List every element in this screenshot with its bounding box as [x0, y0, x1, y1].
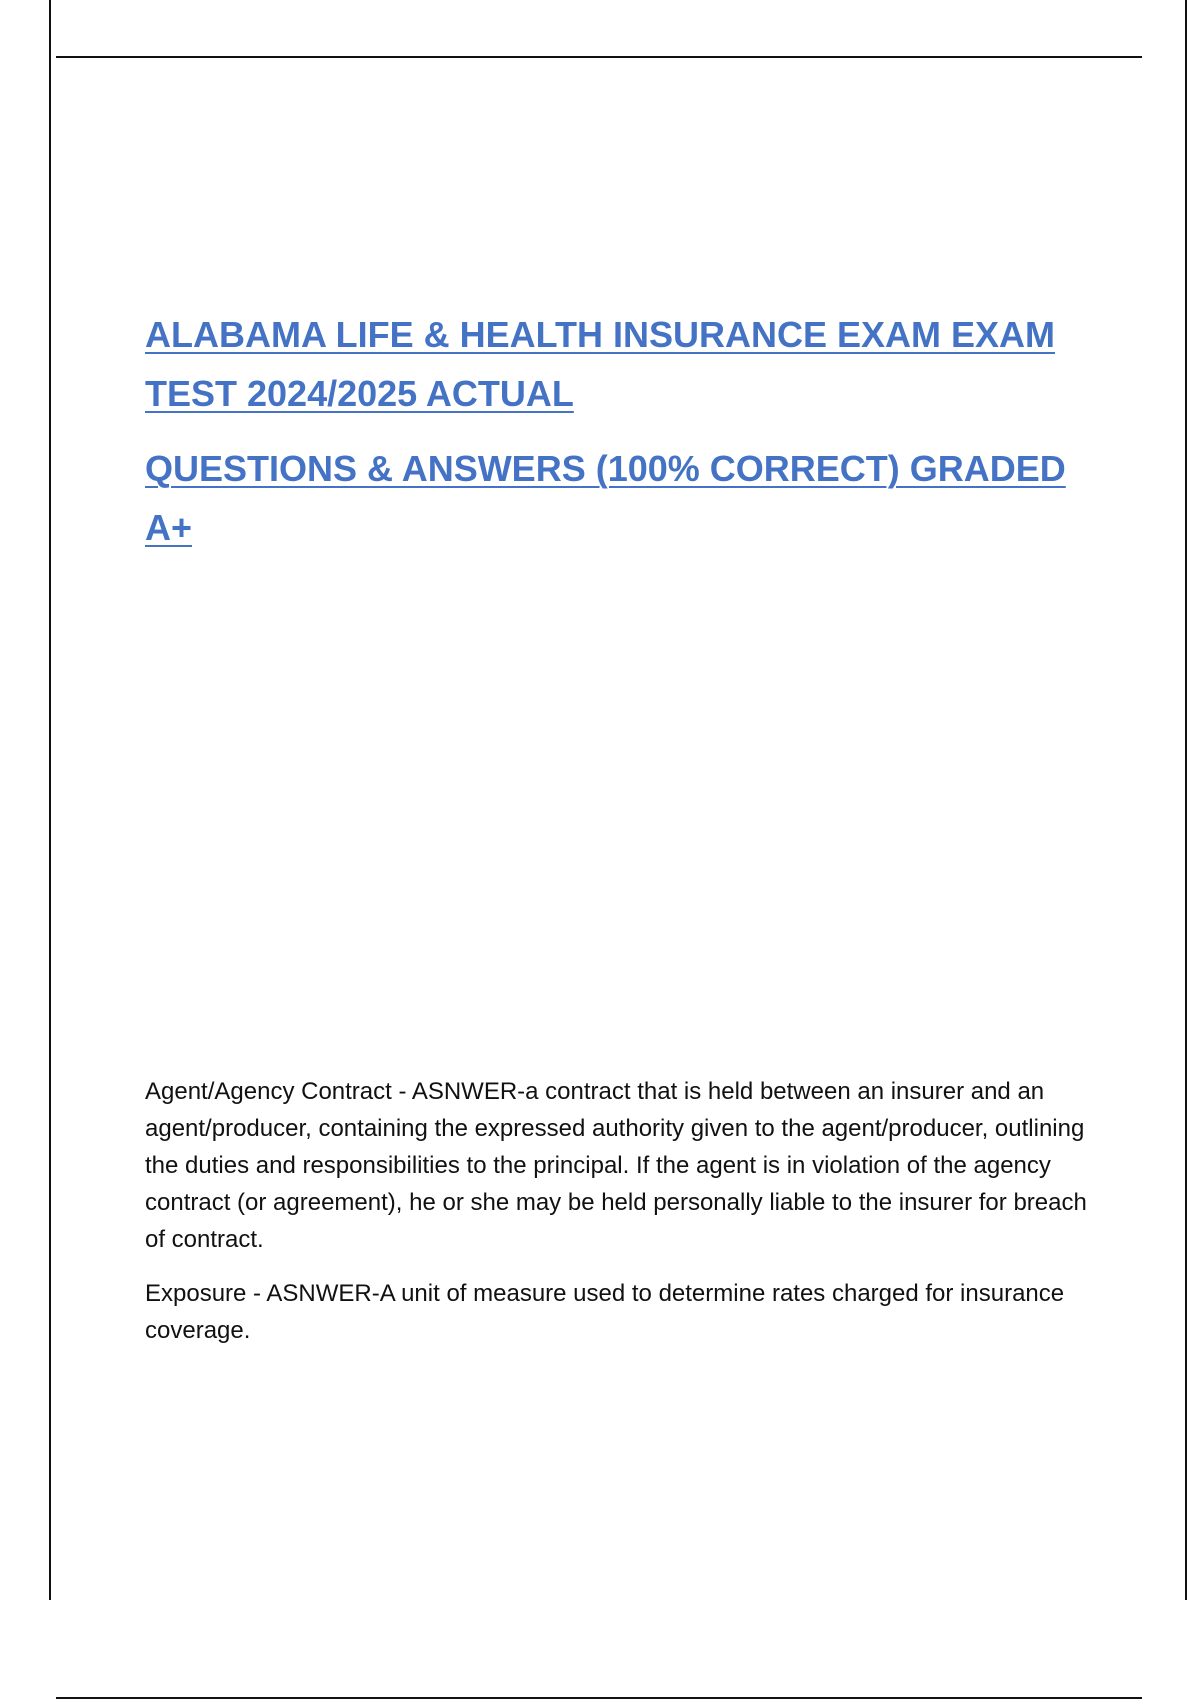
footer-rule — [56, 1697, 1142, 1699]
header-rule — [56, 56, 1142, 58]
document-title — [145, 305, 1095, 557]
title-line-2-text: QUESTIONS & ANSWERS (100% CORRECT) GRADED A+ — [145, 448, 1066, 548]
definition-entry: Exposure - ASNWER-A unit of measure used to determine rates charged for insurance coverage. — [145, 1280, 1065, 1344]
definitions-list — [145, 1073, 1100, 1366]
title-line-1 — [145, 305, 1095, 423]
title-line-2 — [145, 439, 1095, 557]
title-line-1-text: ALABAMA LIFE & HEALTH INSURANCE EXAM EXAM TEST 2024/2025 ACTUAL — [145, 314, 1055, 414]
page-border-right — [1185, 0, 1187, 1600]
page-border-left — [49, 0, 51, 1600]
definition-entry: Agent/Agency Contract - ASNWER-a contract that is held between an insurer and an agent/producer, containing the expressed authority given to the agent/producer, outlining the duties and responsibilities to the principal. If the agent is in violation of the agency contract (or agreement), he or she may be held personally liable to the insurer for breach of contract. — [145, 1078, 1087, 1253]
